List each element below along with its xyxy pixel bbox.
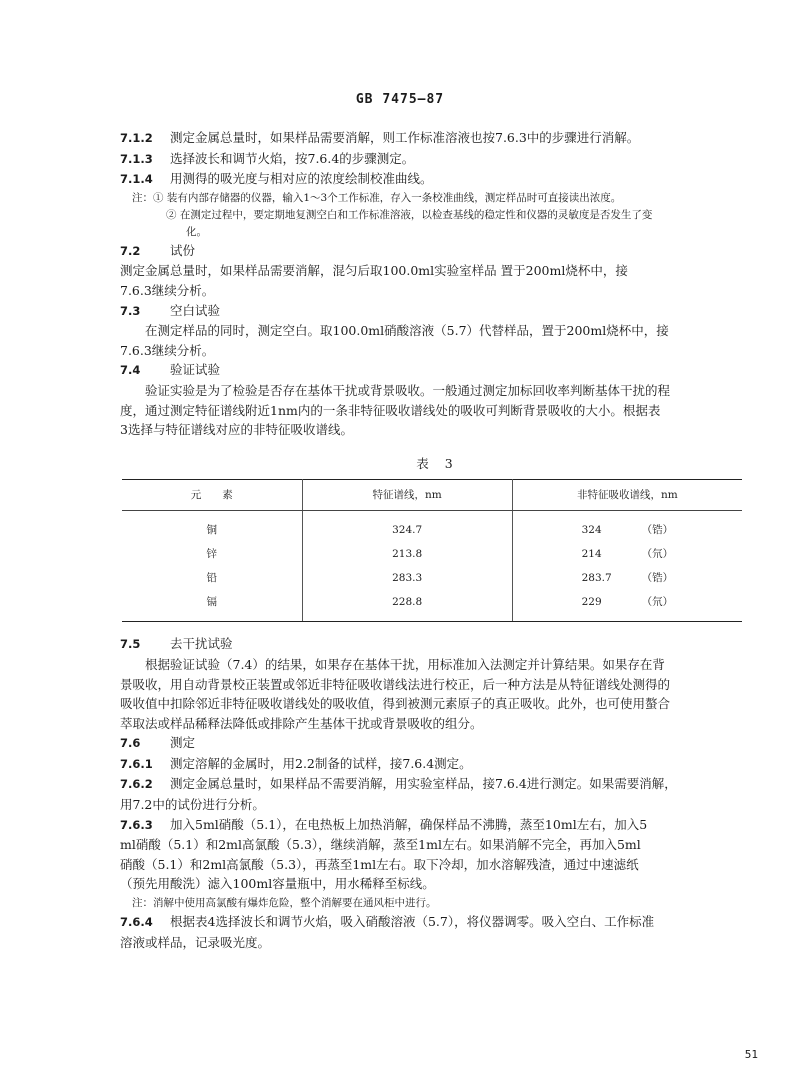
section-7-6-4-line2: 溶液或样品，记录吸光度。 (120, 934, 271, 950)
section-title: 去干扰试验 (170, 636, 233, 652)
section-7-6-3-line3: 硝酸（5.1）和2ml高氯酸（5.3），再蒸至1ml左右。取下冷却，加水溶解残渣，通过中速滤纸 (120, 856, 639, 872)
table-3 (122, 479, 742, 622)
section-number: 7.4 (120, 363, 141, 378)
section-number: 7.1.3 (120, 151, 153, 166)
section-7-4-heading (120, 360, 755, 381)
section-7-6-2-line2: 用7.2中的试份进行分析。 (120, 797, 265, 813)
section-number: 7.6.4 (120, 915, 153, 930)
section-7-6-3-line4: （预先用酸洗）滤入100ml容量瓶中，用水稀释至标线。 (120, 876, 435, 892)
section-7-1-3 (120, 149, 755, 170)
note-digestion: 注：消解中使用高氯酸有爆炸危险，整个消解要在通风柜中进行。 (132, 897, 437, 910)
cell-wavelength: 324.7 (302, 511, 512, 543)
cell-nonchar: 324 （锆） (581, 523, 674, 536)
note-text: ① 装有内部存储器的仪器，输入1～3个工作标准，存入一条校准曲线，测定样品时可直接读出浓度。 (153, 191, 622, 204)
section-7-5-heading (120, 634, 755, 655)
section-number: 7.3 (120, 303, 141, 318)
cell-nonchar: 283.7 （锆） (581, 571, 674, 584)
section-text: 测定金属总量时，如果样品需要消解，则工作标准溶液也按7.6.3中的步骤进行消解。 (170, 130, 640, 145)
cell-nonchar: 214 （氘） (581, 547, 674, 560)
table-header-row (122, 480, 742, 511)
table-caption: 表 3 (416, 455, 459, 471)
section-7-6-2 (120, 774, 755, 795)
section-text: 用测得的吸光度与相对应的浓度绘制校准曲线。 (170, 171, 433, 187)
note-2-cont: 化。 (186, 225, 207, 238)
section-title: 测定 (170, 735, 196, 751)
note-label: 注： (132, 191, 153, 204)
col-header-nonchar: 非特征吸收谱线，nm (512, 480, 742, 511)
section-7-1-4 (120, 169, 755, 190)
table-row (122, 511, 742, 543)
cell-element: 镉 (122, 590, 302, 622)
section-title: 验证试验 (170, 362, 221, 378)
cell-wavelength: 213.8 (302, 542, 512, 566)
section-text: 选择波长和调节火焰，按7.6.4的步骤测定。 (170, 150, 415, 166)
cell-element: 铅 (122, 566, 302, 590)
section-7-5-line4: 萃取法或样品稀释法降低或排除产生基体干扰或背景吸收的组分。 (120, 715, 483, 731)
section-7-4-line3: 3选择与特征谱线对应的非特征吸收谱线。 (120, 422, 353, 438)
section-text: 加入5ml硝酸（5.1），在电热板上加热消解，确保样品不沸腾，蒸至10ml左右，加入5 (170, 816, 648, 832)
section-7-4-line2: 度，通过测定特征谱线附近1nm内的一条非特征吸收谱线处的吸收可判断背景吸收的大小。根据表 (120, 402, 661, 418)
section-number: 7.2 (120, 243, 141, 258)
table-row (122, 590, 742, 622)
section-7-3-line1: 在测定样品的同时，测定空白。取100.0ml硝酸溶液（5.7）代替样品，置于200ml烧杯中，接 (145, 323, 669, 339)
section-7-6-4 (120, 912, 755, 933)
cell-element: 锌 (122, 542, 302, 566)
section-title: 试份 (170, 242, 196, 258)
section-title: 空白试验 (170, 302, 221, 318)
section-number: 7.6.3 (120, 817, 153, 832)
cell-nonchar: 229 （氘） (512, 590, 742, 622)
section-7-5-line1: 根据验证试验（7.4）的结果，如果存在基体干扰，用标准加入法测定并计算结果。如果存在背 (145, 656, 665, 672)
section-7-5-line2: 景吸收，用自动背景校正装置或邻近非特征吸收谱线法进行校正，后一种方法是从特征谱线处测得的 (120, 676, 671, 692)
section-text: 测定溶解的金属时，用2.2制备的试样，接7.6.4测定。 (170, 755, 472, 771)
section-7-6-1 (120, 754, 755, 775)
document-body (120, 128, 755, 952)
table-row (122, 542, 742, 566)
section-7-5-line3: 吸收值中扣除邻近非特征吸收谱线处的吸收值，得到被测元素原子的真正吸收。此外，也可使用螯合 (120, 696, 671, 712)
section-7-1-2 (120, 128, 755, 149)
section-number: 7.1.2 (120, 131, 153, 145)
col-header-element: 元 素 (122, 480, 302, 511)
section-7-2-line1: 测定金属总量时，如果样品需要消解，混匀后取100.0ml实验室样品 置于200ml烧杯中，接 (120, 263, 628, 279)
section-text: 测定金属总量时，如果样品不需要消解，用实验室样品，接7.6.4进行测定。如果需要消解， (170, 776, 677, 792)
section-number: 7.6.2 (120, 777, 153, 792)
section-number: 7.6.1 (120, 756, 153, 771)
note-1 (120, 190, 755, 207)
cell-element: 铜 (122, 511, 302, 543)
section-number: 7.1.4 (120, 172, 153, 187)
note-2: ② 在测定过程中，要定期地复测空白和工作标准溶液，以检查基线的稳定性和仪器的灵敏度是否发生了变 (166, 208, 653, 221)
cell-wavelength: 283.3 (302, 566, 512, 590)
section-7-2-line2: 7.6.3继续分析。 (120, 282, 215, 298)
section-7-2-heading (120, 241, 755, 262)
section-7-4-line1: 验证实验是为了检验是否存在基体干扰或背景吸收。一般通过测定加标回收率判断基体干扰的程 (145, 382, 671, 398)
section-7-6-heading (120, 733, 755, 754)
section-7-3-line2: 7.6.3继续分析。 (120, 342, 215, 358)
section-text: 根据表4选择波长和调节火焰，吸入硝酸溶液（5.7），将仪器调零。吸入空白、工作标准 (170, 914, 655, 930)
section-number: 7.6 (120, 736, 141, 751)
section-7-6-3-line2: ml硝酸（5.1）和2ml高氯酸（5.3），继续消解，蒸至1ml左右。如果消解不完全，再加入5ml (120, 837, 641, 853)
col-header-wavelength: 特征谱线，nm (302, 480, 512, 511)
section-number: 7.5 (120, 637, 141, 652)
section-7-3-heading (120, 301, 755, 322)
cell-wavelength: 228.8 (302, 590, 512, 622)
page-header: GB 7475—87 (355, 92, 445, 107)
section-7-6-3 (120, 815, 755, 836)
table-row (122, 566, 742, 590)
page-number: 51 (744, 1048, 758, 1061)
